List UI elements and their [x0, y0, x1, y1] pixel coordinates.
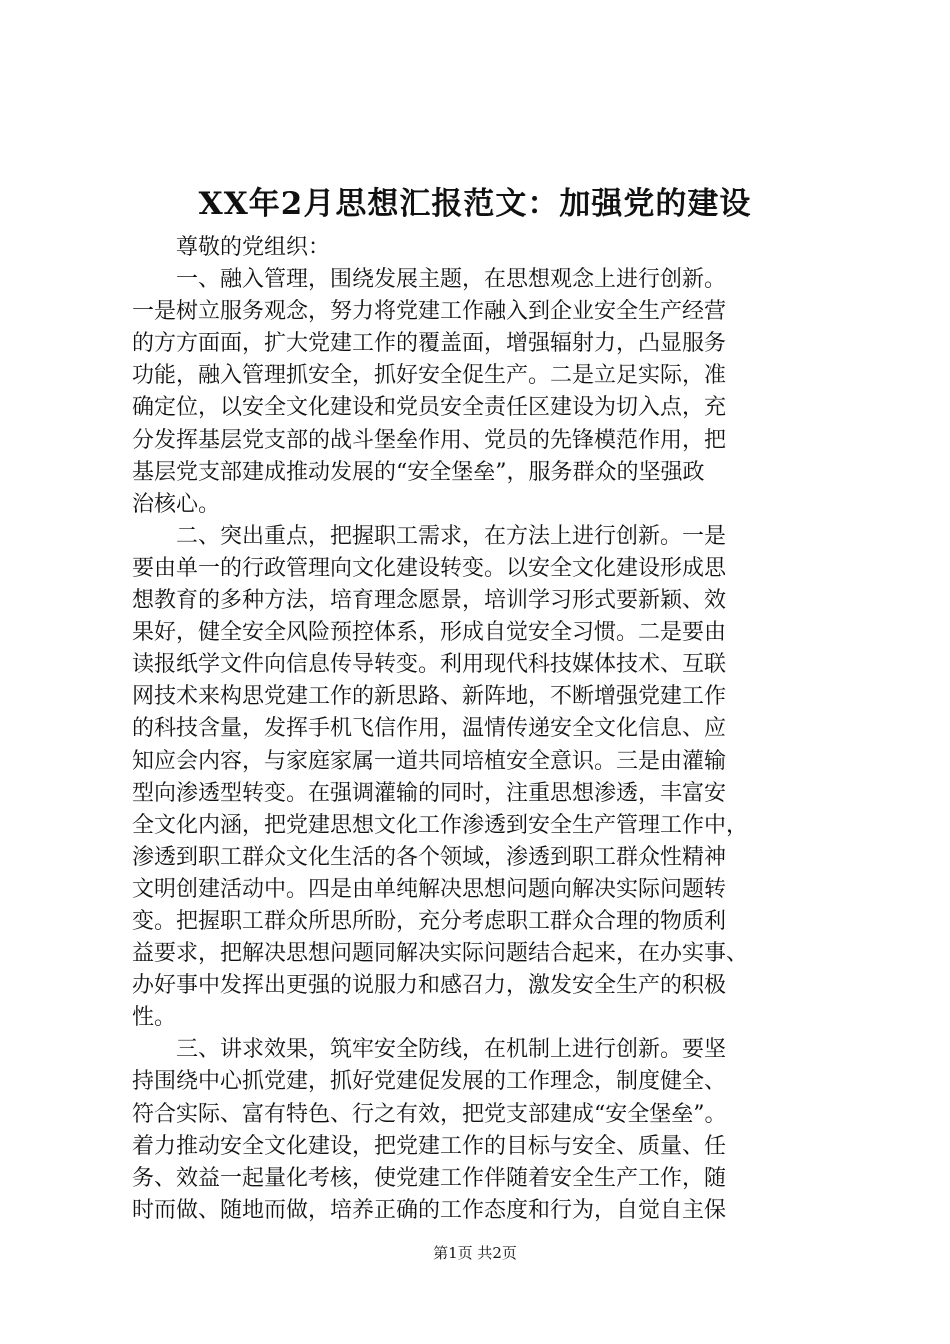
body-line: 性。: [132, 1005, 177, 1031]
body-line: 一、融入管理，围绕发展主题，在思想观念上进行创新。: [132, 267, 727, 293]
body-line: 分发挥基层党支部的战斗堡垒作用、党员的先锋模范作用，把: [132, 427, 727, 453]
body-line: 办好事中发挥出更强的说服力和感召力，激发安全生产的积极: [132, 973, 727, 999]
body-line: 益要求，把解决思想问题同解决实际问题结合起来，在办实事、: [132, 941, 749, 967]
body-line: 的方方面面，扩大党建工作的覆盖面，增强辐射力，凸显服务: [132, 331, 727, 357]
body-line: 变。把握职工群众所思所盼，充分考虑职工群众合理的物质利: [132, 908, 727, 934]
body-line: 确定位，以安全文化建设和党员安全责任区建设为切入点，充: [132, 395, 727, 421]
body-line: 的科技含量，发挥手机飞信作用，温情传递安全文化信息、应: [132, 716, 727, 742]
body-line: 三、讲求效果，筑牢安全防线，在机制上进行创新。要坚: [132, 1037, 727, 1063]
document-body: [132, 232, 844, 1227]
body-line: 全文化内涵，把党建思想文化工作渗透到安全生产管理工作中，: [132, 812, 749, 838]
document-title: XX年2月思想汇报范文：加强党的建设: [198, 186, 752, 222]
body-line: 网技术来构思党建工作的新思路、新阵地，不断增强党建工作: [132, 684, 727, 710]
body-line: 符合实际、富有特色、行之有效，把党支部建成“安全堡垒”。: [132, 1101, 727, 1127]
body-line: 基层党支部建成推动发展的“安全堡垒”，服务群众的坚强政: [132, 459, 705, 485]
body-line: 要由单一的行政管理向文化建设转变。以安全文化建设形成思: [132, 555, 727, 581]
body-line: 想教育的多种方法，培育理念愿景，培训学习形式要新颖、效: [132, 588, 727, 614]
body-line: 功能，融入管理抓安全，抓好安全促生产。二是立足实际，准: [132, 363, 727, 389]
body-line: 着力推动安全文化建设，把党建工作的目标与安全、质量、任: [132, 1133, 727, 1159]
body-line: 一是树立服务观念，努力将党建工作融入到企业安全生产经营: [132, 299, 727, 325]
body-line: 治核心。: [132, 491, 221, 517]
body-line: 务、效益一起量化考核，使党建工作伴随着安全生产工作，随: [132, 1165, 727, 1191]
body-line: 时而做、随地而做，培养正确的工作态度和行为，自觉自主保: [132, 1197, 727, 1223]
body-line: 型向渗透型转变。在强调灌输的同时，注重思想渗透，丰富安: [132, 780, 727, 806]
body-line: 知应会内容，与家庭家属一道共同培植安全意识。三是由灌输: [132, 748, 727, 774]
body-line: 二、突出重点，把握职工需求，在方法上进行创新。一是: [132, 523, 727, 549]
body-line: 渗透到职工群众文化生活的各个领域，渗透到职工群众性精神: [132, 844, 727, 870]
body-line: 尊敬的党组织：: [132, 235, 331, 260]
body-line: 果好，健全安全风险预控体系，形成自觉安全习惯。二是要由: [132, 620, 727, 646]
body-line: 持围绕中心抓党建，抓好党建促发展的工作理念，制度健全、: [132, 1069, 727, 1095]
body-line: 文明创建活动中。四是由单纯解决思想问题向解决实际问题转: [132, 876, 727, 902]
page-number-footer: 第1页 共2页: [433, 1244, 517, 1262]
body-line: 读报纸学文件向信息传导转变。利用现代科技媒体技术、互联: [132, 652, 727, 678]
